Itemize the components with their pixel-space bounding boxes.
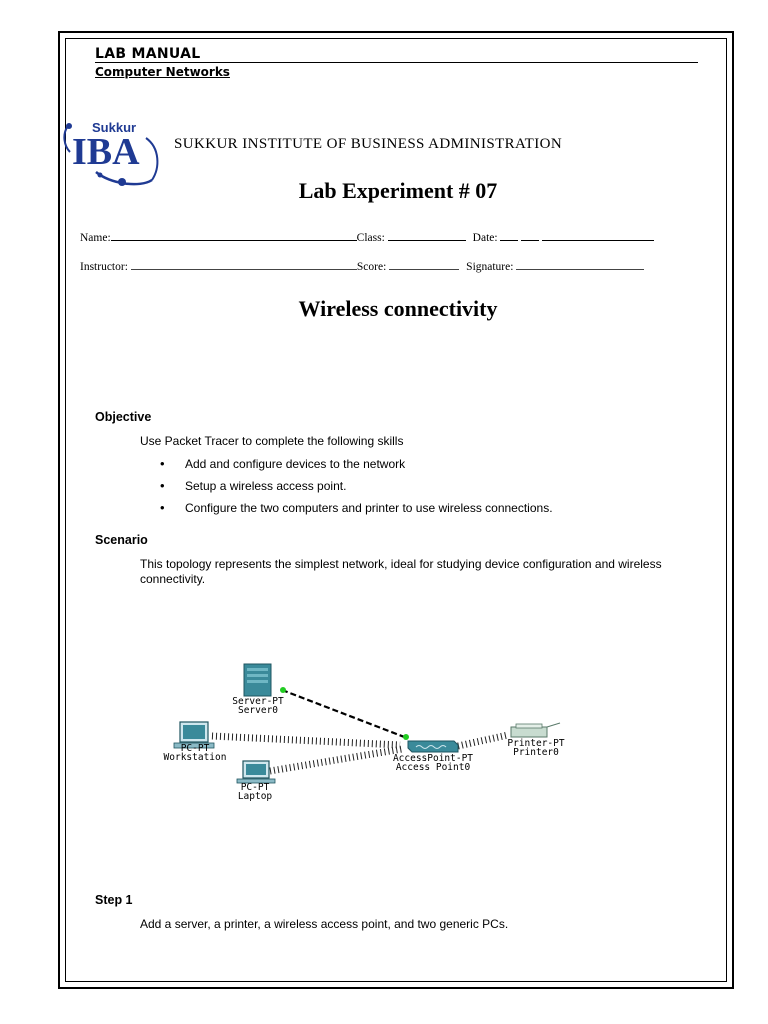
network-topology-diagram: [150, 655, 590, 815]
institute-name: SUKKUR INSTITUTE OF BUSINESS ADMINISTRATION: [174, 136, 563, 152]
objective-heading: Objective: [95, 410, 152, 424]
server-name-label: Server0: [237, 705, 279, 716]
scenario-line-1: This topology represents the simplest network, ideal for studying device configuration and wireless: [140, 557, 662, 571]
list-item: • Setup a wireless access point.: [160, 477, 553, 499]
form-row-2: [80, 259, 644, 273]
experiment-title: Lab Experiment # 07: [298, 178, 498, 203]
workstation-name-label: Workstation: [163, 752, 227, 763]
printer-name-label: Printer0: [513, 747, 559, 758]
scenario-line-2: connectivity.: [140, 572, 206, 586]
date-label: Date:: [472, 232, 498, 244]
list-item: • Add and configure devices to the network: [160, 455, 553, 477]
wireless-link-workstation: [212, 736, 400, 745]
wired-link: [282, 690, 407, 738]
objective-list: [160, 455, 553, 521]
class-label: Class:: [356, 232, 385, 244]
signature-field: [516, 259, 644, 270]
link-light-server: [280, 687, 286, 693]
access-point-icon: [408, 741, 458, 752]
lab-manual-heading: LAB MANUAL: [95, 46, 201, 62]
logo-small-text: Sukkur: [92, 120, 137, 135]
laptop-icon: [237, 761, 275, 783]
logo-big-text: IBA: [72, 131, 140, 173]
server-type-label: Server-PT: [232, 696, 284, 707]
ap-type-label: AccessPoint-PT: [392, 753, 474, 764]
server-icon: [244, 664, 271, 696]
wireless-link-printer: [458, 735, 508, 746]
list-item: • Configure the two computers and printer to use wireless connections.: [160, 499, 553, 521]
printer-type-label: Printer-PT: [507, 738, 565, 749]
laptop-name-label: Laptop: [237, 791, 273, 802]
scenario-heading: Scenario: [95, 533, 148, 547]
step1-text: Add a server, a printer, a wireless access point, and two generic PCs.: [140, 917, 509, 931]
class-field: [388, 230, 466, 241]
instructor-field: [131, 259, 357, 270]
ap-name-label: Access Point0: [395, 762, 471, 773]
course-name: Computer Networks: [95, 65, 230, 79]
instructor-label: Instructor:: [80, 261, 128, 273]
topic-title: Wireless connectivity: [298, 296, 498, 321]
score-label: Score:: [356, 261, 387, 273]
name-label: Name:: [80, 232, 111, 244]
date-month-field: [521, 230, 539, 241]
score-field: [389, 259, 459, 270]
workstation-type-label: PC-PT: [180, 743, 210, 754]
name-field: [111, 230, 357, 241]
date-year-field: [542, 230, 654, 241]
wireless-link-laptop: [270, 749, 402, 771]
header-rule: [95, 62, 698, 63]
link-light-ap: [403, 734, 409, 740]
objective-intro: Use Packet Tracer to complete the following skills: [140, 434, 404, 448]
laptop-type-label: PC-PT: [240, 782, 270, 793]
signature-label: Signature:: [466, 261, 514, 273]
printer-icon: [511, 723, 560, 737]
step1-heading: Step 1: [95, 893, 133, 907]
date-day-field: [500, 230, 518, 241]
form-row-1: [80, 230, 654, 244]
